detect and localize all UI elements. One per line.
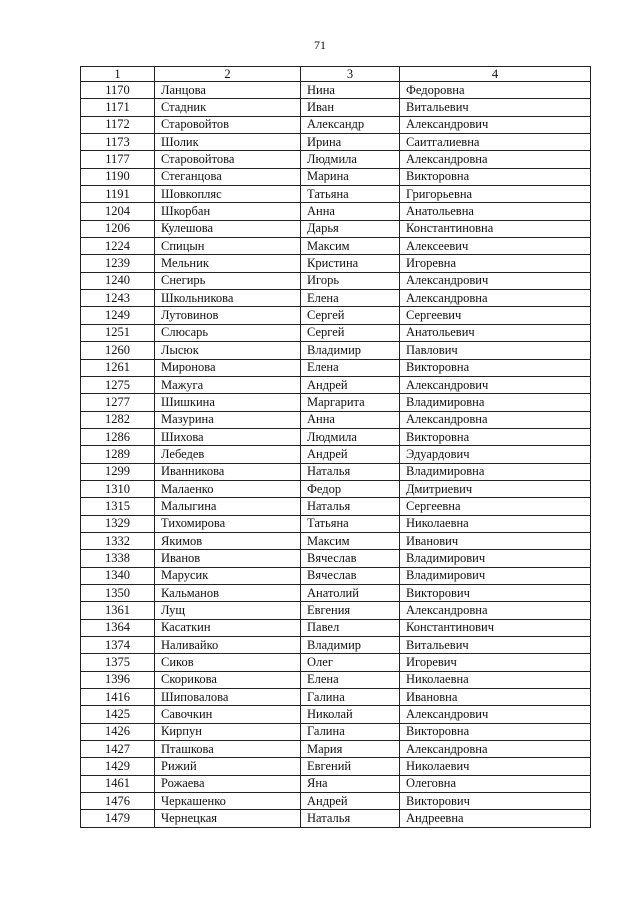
- cell-patronymic: Анатольевич: [400, 324, 591, 341]
- cell-patronymic: Павлович: [400, 342, 591, 359]
- cell-number: 1416: [81, 689, 155, 706]
- cell-patronymic: Александрович: [400, 376, 591, 393]
- table-row: [81, 480, 591, 497]
- cell-first-name: Максим: [301, 532, 400, 549]
- cell-surname: Иванов: [155, 550, 301, 567]
- cell-number: 1240: [81, 272, 155, 289]
- cell-first-name: Сергей: [301, 324, 400, 341]
- cell-surname: Рожаева: [155, 775, 301, 792]
- table-row: [81, 134, 591, 151]
- table-row: [81, 272, 591, 289]
- cell-surname: Мажуга: [155, 376, 301, 393]
- cell-patronymic: Игоревич: [400, 654, 591, 671]
- cell-first-name: Федор: [301, 480, 400, 497]
- cell-first-name: Анна: [301, 203, 400, 220]
- cell-patronymic: Константиновна: [400, 220, 591, 237]
- cell-patronymic: Николаевна: [400, 515, 591, 532]
- cell-first-name: Наталья: [301, 810, 400, 827]
- table-row: [81, 82, 591, 99]
- cell-surname: Стеганцова: [155, 168, 301, 185]
- cell-number: 1277: [81, 394, 155, 411]
- cell-first-name: Вячеслав: [301, 567, 400, 584]
- cell-surname: Иванникова: [155, 463, 301, 480]
- cell-number: 1427: [81, 741, 155, 758]
- cell-number: 1172: [81, 116, 155, 133]
- cell-number: 1429: [81, 758, 155, 775]
- cell-patronymic: Игоревна: [400, 255, 591, 272]
- table-row: [81, 619, 591, 636]
- cell-patronymic: Владимирович: [400, 567, 591, 584]
- cell-number: 1329: [81, 515, 155, 532]
- cell-patronymic: Федоровна: [400, 82, 591, 99]
- table-row: [81, 186, 591, 203]
- cell-number: 1177: [81, 151, 155, 168]
- cell-number: 1191: [81, 186, 155, 203]
- table-row: [81, 793, 591, 810]
- cell-number: 1206: [81, 220, 155, 237]
- cell-first-name: Елена: [301, 359, 400, 376]
- cell-surname: Малаенко: [155, 480, 301, 497]
- cell-patronymic: Витальевич: [400, 637, 591, 654]
- table-row: [81, 775, 591, 792]
- cell-surname: Наливайко: [155, 637, 301, 654]
- cell-number: 1204: [81, 203, 155, 220]
- table-row: [81, 446, 591, 463]
- cell-surname: Лебедев: [155, 446, 301, 463]
- table-row: [81, 810, 591, 827]
- cell-first-name: Анатолий: [301, 584, 400, 601]
- cell-surname: Шолик: [155, 134, 301, 151]
- table-header-row: [81, 67, 591, 82]
- cell-first-name: Игорь: [301, 272, 400, 289]
- cell-surname: Старовойтов: [155, 116, 301, 133]
- cell-surname: Стадник: [155, 99, 301, 116]
- table-row: [81, 741, 591, 758]
- cell-number: 1260: [81, 342, 155, 359]
- cell-surname: Сиков: [155, 654, 301, 671]
- table-row: [81, 342, 591, 359]
- table-row: [81, 359, 591, 376]
- table-row: [81, 723, 591, 740]
- cell-surname: Слюсарь: [155, 324, 301, 341]
- table-row: [81, 203, 591, 220]
- cell-first-name: Павел: [301, 619, 400, 636]
- cell-first-name: Александр: [301, 116, 400, 133]
- cell-surname: Кальманов: [155, 584, 301, 601]
- cell-number: 1170: [81, 82, 155, 99]
- cell-surname: Марусик: [155, 567, 301, 584]
- cell-first-name: Галина: [301, 689, 400, 706]
- cell-surname: Черкашенко: [155, 793, 301, 810]
- cell-number: 1224: [81, 238, 155, 255]
- cell-number: 1286: [81, 428, 155, 445]
- column-header-surname: 2: [155, 67, 301, 82]
- cell-first-name: Татьяна: [301, 515, 400, 532]
- cell-first-name: Маргарита: [301, 394, 400, 411]
- cell-first-name: Максим: [301, 238, 400, 255]
- cell-first-name: Андрей: [301, 793, 400, 810]
- cell-patronymic: Владимирович: [400, 550, 591, 567]
- cell-patronymic: Сергеевич: [400, 307, 591, 324]
- table-row: [81, 168, 591, 185]
- cell-first-name: Нина: [301, 82, 400, 99]
- cell-number: 1261: [81, 359, 155, 376]
- cell-patronymic: Александровна: [400, 411, 591, 428]
- table-row: [81, 515, 591, 532]
- cell-patronymic: Александровна: [400, 602, 591, 619]
- cell-surname: Касаткин: [155, 619, 301, 636]
- table-row: [81, 532, 591, 549]
- cell-first-name: Дарья: [301, 220, 400, 237]
- cell-number: 1310: [81, 480, 155, 497]
- cell-number: 1425: [81, 706, 155, 723]
- cell-patronymic: Александровна: [400, 151, 591, 168]
- cell-number: 1350: [81, 584, 155, 601]
- roster-table: [80, 66, 591, 828]
- cell-first-name: Наталья: [301, 498, 400, 515]
- cell-patronymic: Викторовна: [400, 723, 591, 740]
- table-row: [81, 567, 591, 584]
- cell-surname: Шкорбан: [155, 203, 301, 220]
- cell-first-name: Мария: [301, 741, 400, 758]
- cell-number: 1340: [81, 567, 155, 584]
- cell-first-name: Наталья: [301, 463, 400, 480]
- cell-number: 1338: [81, 550, 155, 567]
- cell-number: 1396: [81, 671, 155, 688]
- cell-patronymic: Ивановна: [400, 689, 591, 706]
- cell-first-name: Галина: [301, 723, 400, 740]
- table-row: [81, 255, 591, 272]
- cell-surname: Тихомирова: [155, 515, 301, 532]
- cell-first-name: Вячеслав: [301, 550, 400, 567]
- cell-number: 1239: [81, 255, 155, 272]
- cell-patronymic: Иванович: [400, 532, 591, 549]
- cell-number: 1332: [81, 532, 155, 549]
- cell-patronymic: Александрович: [400, 116, 591, 133]
- table-row: [81, 689, 591, 706]
- cell-surname: Шишкина: [155, 394, 301, 411]
- cell-surname: Пташкова: [155, 741, 301, 758]
- cell-number: 1249: [81, 307, 155, 324]
- cell-number: 1479: [81, 810, 155, 827]
- cell-first-name: Николай: [301, 706, 400, 723]
- cell-number: 1476: [81, 793, 155, 810]
- cell-first-name: Марина: [301, 168, 400, 185]
- cell-patronymic: Анатольевна: [400, 203, 591, 220]
- table-row: [81, 376, 591, 393]
- cell-number: 1171: [81, 99, 155, 116]
- table-row: [81, 411, 591, 428]
- cell-patronymic: Олеговна: [400, 775, 591, 792]
- table-row: [81, 584, 591, 601]
- cell-patronymic: Саитгалиевна: [400, 134, 591, 151]
- table-row: [81, 394, 591, 411]
- cell-patronymic: Викторович: [400, 793, 591, 810]
- table-row: [81, 758, 591, 775]
- cell-surname: Лутовинов: [155, 307, 301, 324]
- cell-number: 1315: [81, 498, 155, 515]
- cell-patronymic: Викторовна: [400, 168, 591, 185]
- table-row: [81, 550, 591, 567]
- cell-surname: Чернецкая: [155, 810, 301, 827]
- table-body: [81, 82, 591, 828]
- cell-first-name: Людмила: [301, 151, 400, 168]
- cell-number: 1361: [81, 602, 155, 619]
- cell-patronymic: Александровна: [400, 290, 591, 307]
- cell-number: 1461: [81, 775, 155, 792]
- cell-surname: Кулешова: [155, 220, 301, 237]
- table-row: [81, 428, 591, 445]
- cell-patronymic: Алексеевич: [400, 238, 591, 255]
- table-row: [81, 324, 591, 341]
- column-header-number: 1: [81, 67, 155, 82]
- table-row: [81, 463, 591, 480]
- cell-number: 1173: [81, 134, 155, 151]
- column-header-first-name: 3: [301, 67, 400, 82]
- table-row: [81, 602, 591, 619]
- table-row: [81, 116, 591, 133]
- cell-patronymic: Дмитриевич: [400, 480, 591, 497]
- cell-surname: Школьникова: [155, 290, 301, 307]
- table-row: [81, 238, 591, 255]
- table-row: [81, 307, 591, 324]
- cell-first-name: Владимир: [301, 342, 400, 359]
- cell-patronymic: Сергеевна: [400, 498, 591, 515]
- cell-patronymic: Александровна: [400, 741, 591, 758]
- cell-surname: Савочкин: [155, 706, 301, 723]
- cell-patronymic: Григорьевна: [400, 186, 591, 203]
- cell-first-name: Андрей: [301, 446, 400, 463]
- cell-first-name: Елена: [301, 671, 400, 688]
- table-row: [81, 637, 591, 654]
- cell-number: 1243: [81, 290, 155, 307]
- cell-first-name: Людмила: [301, 428, 400, 445]
- cell-patronymic: Николаевна: [400, 671, 591, 688]
- cell-first-name: Яна: [301, 775, 400, 792]
- cell-first-name: Андрей: [301, 376, 400, 393]
- cell-first-name: Евгений: [301, 758, 400, 775]
- table-row: [81, 290, 591, 307]
- cell-surname: Шиповалова: [155, 689, 301, 706]
- cell-first-name: Сергей: [301, 307, 400, 324]
- cell-number: 1299: [81, 463, 155, 480]
- cell-number: 1375: [81, 654, 155, 671]
- cell-patronymic: Владимировна: [400, 394, 591, 411]
- table-row: [81, 220, 591, 237]
- cell-patronymic: Викторовна: [400, 359, 591, 376]
- cell-surname: Лысюк: [155, 342, 301, 359]
- cell-number: 1275: [81, 376, 155, 393]
- page-number: 71: [314, 38, 326, 52]
- cell-surname: Мазурина: [155, 411, 301, 428]
- cell-surname: Мельник: [155, 255, 301, 272]
- cell-first-name: Олег: [301, 654, 400, 671]
- cell-first-name: Иван: [301, 99, 400, 116]
- cell-first-name: Владимир: [301, 637, 400, 654]
- table-row: [81, 151, 591, 168]
- table-row: [81, 706, 591, 723]
- cell-first-name: Татьяна: [301, 186, 400, 203]
- cell-first-name: Анна: [301, 411, 400, 428]
- table-row: [81, 99, 591, 116]
- cell-surname: Снегирь: [155, 272, 301, 289]
- cell-surname: Шихова: [155, 428, 301, 445]
- table-row: [81, 498, 591, 515]
- table-row: [81, 654, 591, 671]
- cell-surname: Рижий: [155, 758, 301, 775]
- cell-patronymic: Николаевич: [400, 758, 591, 775]
- cell-number: 1426: [81, 723, 155, 740]
- cell-surname: Спицын: [155, 238, 301, 255]
- cell-patronymic: Владимировна: [400, 463, 591, 480]
- cell-patronymic: Витальевич: [400, 99, 591, 116]
- cell-number: 1190: [81, 168, 155, 185]
- cell-surname: Скорикова: [155, 671, 301, 688]
- cell-number: 1289: [81, 446, 155, 463]
- cell-first-name: Евгения: [301, 602, 400, 619]
- cell-patronymic: Андреевна: [400, 810, 591, 827]
- cell-patronymic: Александрович: [400, 706, 591, 723]
- cell-number: 1251: [81, 324, 155, 341]
- column-header-patronymic: 4: [400, 67, 591, 82]
- cell-first-name: Кристина: [301, 255, 400, 272]
- cell-patronymic: Константинович: [400, 619, 591, 636]
- cell-first-name: Ирина: [301, 134, 400, 151]
- cell-patronymic: Эдуардович: [400, 446, 591, 463]
- cell-patronymic: Викторовна: [400, 428, 591, 445]
- cell-surname: Малыгина: [155, 498, 301, 515]
- cell-surname: Ланцова: [155, 82, 301, 99]
- cell-surname: Старовойтова: [155, 151, 301, 168]
- cell-surname: Лущ: [155, 602, 301, 619]
- table-row: [81, 671, 591, 688]
- cell-number: 1282: [81, 411, 155, 428]
- cell-patronymic: Викторович: [400, 584, 591, 601]
- cell-patronymic: Александрович: [400, 272, 591, 289]
- cell-first-name: Елена: [301, 290, 400, 307]
- cell-number: 1374: [81, 637, 155, 654]
- cell-surname: Миронова: [155, 359, 301, 376]
- cell-number: 1364: [81, 619, 155, 636]
- cell-surname: Кирпун: [155, 723, 301, 740]
- cell-surname: Якимов: [155, 532, 301, 549]
- cell-surname: Шовкопляс: [155, 186, 301, 203]
